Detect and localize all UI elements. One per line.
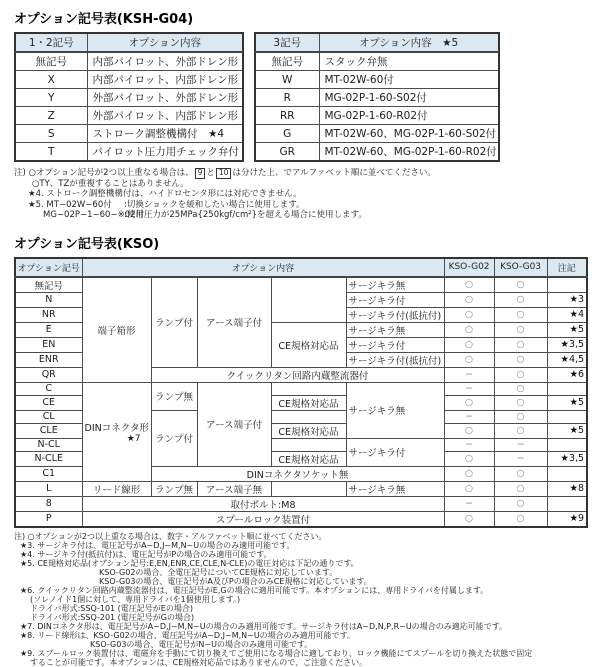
cell-note: ★4,5 xyxy=(547,352,587,367)
section-title-kso: オプション記号表(KSO) xyxy=(14,236,160,252)
cell-note: ★8 xyxy=(547,481,587,496)
cell-note: ★3 xyxy=(547,292,587,307)
cell-g02-mark: ○ xyxy=(444,451,494,466)
table-row xyxy=(15,143,243,162)
table-header-row xyxy=(15,258,587,277)
table-row xyxy=(15,496,587,511)
cell-g03-mark: ○ xyxy=(494,511,547,527)
cell-surge: サージキラ無 xyxy=(346,277,444,293)
cell-symbol: N-CL xyxy=(15,438,82,451)
col-header-g02: KSO-G02 xyxy=(444,258,494,277)
note-line: ドライバ形式:SSQ-101 (電圧記号がEの場合) xyxy=(30,603,193,613)
cell-symbol: CL xyxy=(15,410,82,423)
cell-symbol: W xyxy=(255,71,319,89)
ksh-option-table-3 xyxy=(254,32,500,162)
cell-symbol: E xyxy=(15,322,82,337)
cell-lamp: ランプ付 xyxy=(151,277,197,368)
cell-content: 外部パイロット、外部ドレン形 xyxy=(87,89,243,107)
cell-symbol: NR xyxy=(15,307,82,322)
kso-option-table xyxy=(14,257,588,528)
section-title-ksh: オプション記号表(KSH-G04) xyxy=(14,12,194,27)
cell-g03-mark: ○ xyxy=(494,277,547,293)
cell-surge: サージキラ無 xyxy=(346,382,444,438)
cell-note: ★4 xyxy=(547,307,587,322)
col-header-content: オプション内容 ★5 xyxy=(319,33,499,52)
col-header-note: 注記 xyxy=(547,258,587,277)
col-header-symbol: 1・2記号 xyxy=(15,33,87,52)
note-line: 注) ○オプションが2つ以上重なる場合は、数字・アルファベット順に並べてください。 xyxy=(14,531,327,541)
note-line: ○TY、TZが重複することはありません。 xyxy=(32,178,189,189)
table-row xyxy=(15,277,587,293)
cell-g03-mark: ○ xyxy=(494,322,547,337)
cell-lamp: ランプ付 xyxy=(151,410,197,466)
note-line: KSO-G03の場合、電圧記号がA及びPの場合のみCE規格に対応しています。 xyxy=(99,576,372,586)
cell-symbol: 8 xyxy=(15,496,82,511)
cell-content-span: 取付ボルト:M8 xyxy=(82,496,444,511)
table-row xyxy=(255,52,499,71)
cell-content: スタック弁無 xyxy=(319,52,499,71)
cell-ce xyxy=(271,382,346,395)
cell-body-type: リード線形 xyxy=(82,481,151,496)
cell-g03-mark: ○ xyxy=(494,307,547,322)
cell-surge: サージキラ無 xyxy=(346,322,444,337)
cell-content-span: スプールロック装置付 xyxy=(82,511,444,527)
cell-symbol: R xyxy=(255,89,319,107)
cell-symbol: GR xyxy=(255,143,319,162)
boxed-digit: 10 xyxy=(216,168,232,179)
cell-ce: CE規格対応品 xyxy=(271,322,346,367)
cell-g02-mark: − xyxy=(444,496,494,511)
cell-content: パイロット圧力用チェック弁付 xyxy=(87,143,243,162)
note-line: ドライバ形式:SSQ-201 (電圧記号がGの場合) xyxy=(30,612,195,622)
cell-note xyxy=(547,438,587,451)
note-line: KSO-G02の場合、全電圧記号についてCE規格に対応しています。 xyxy=(99,567,338,577)
table-row xyxy=(255,107,499,125)
cell-symbol: 無記号 xyxy=(15,52,87,71)
cell-earth: アース端子付 xyxy=(197,382,271,466)
kso-notes xyxy=(14,532,586,667)
cell-lamp: ランプ無 xyxy=(151,481,197,496)
cell-g03-mark: − xyxy=(494,451,547,466)
cell-symbol: 無記号 xyxy=(255,52,319,71)
cell-note: ★5 xyxy=(547,322,587,337)
note-line: ★7. DINコネクタ形は、電圧記号がA~D,J~M,N~Uの場合のみ適用可能です。サージキラ付はA~D,N,P,R~Uの場合のみ適応可能です。 xyxy=(20,621,508,631)
cell-lamp: ランプ無 xyxy=(151,382,197,410)
cell-g02-mark: ○ xyxy=(444,292,494,307)
cell-content: MG-02P-1-60-S02付 xyxy=(319,89,499,107)
cell-g02-mark: ○ xyxy=(444,337,494,352)
cell-note: ★3,5 xyxy=(547,337,587,352)
note-line: KSO-G03の場合、電圧記号がN~Uの場合のみ適用可能です。 xyxy=(90,639,313,649)
cell-content: MT-02W-60、MG-02P-1-60-S02付 xyxy=(319,125,499,143)
cell-g02-mark: − xyxy=(444,410,494,423)
table-header-row xyxy=(15,33,243,52)
note-line: ★6. クイックリタン回路内蔵整流器付は、電圧記号がE,Gの場合に適用可能です。本オプションには、専用ドライバを付属します。 xyxy=(20,585,489,595)
cell-content: 外部パイロット、内部ドレン形 xyxy=(87,107,243,125)
table-row xyxy=(255,71,499,89)
cell-symbol: CE xyxy=(15,395,82,410)
ksh-tables-row xyxy=(14,32,586,162)
note-line: することが可能です。本オプションは、CE規格対応品ではありませんので、ご注意ください。 xyxy=(30,657,368,667)
cell-earth: アース端子付 xyxy=(197,277,271,368)
cell-g03-mark: ○ xyxy=(494,337,547,352)
boxed-digit: 9 xyxy=(195,168,206,179)
cell-g02-mark: ○ xyxy=(444,307,494,322)
cell-symbol: Y xyxy=(15,89,87,107)
cell-surge: サージキラ付(抵抗付) xyxy=(346,307,444,322)
table-row xyxy=(255,125,499,143)
cell-ce: CE規格対応品 xyxy=(271,395,346,410)
cell-content: 内部パイロット、外部ドレン形 xyxy=(87,52,243,71)
cell-symbol: G xyxy=(255,125,319,143)
table-row xyxy=(255,143,499,162)
cell-g03-mark: ○ xyxy=(494,382,547,395)
cell-symbol: X xyxy=(15,71,87,89)
cell-ce xyxy=(271,410,346,423)
cell-symbol: C1 xyxy=(15,466,82,481)
table-row xyxy=(15,511,587,527)
cell-note: ★9 xyxy=(547,511,587,527)
cell-ce xyxy=(271,481,346,496)
cell-g03-mark: ○ xyxy=(494,496,547,511)
cell-symbol: CLE xyxy=(15,423,82,438)
note-line: (ソレノイド1個に対して、専用ドライバを1個使用します。) xyxy=(30,594,241,604)
cell-g03-mark: ○ xyxy=(494,367,547,382)
table-row xyxy=(15,382,587,395)
note-label: 注) xyxy=(14,168,26,178)
cell-g03-mark: ○ xyxy=(494,481,547,496)
cell-ce: CE規格対応品 xyxy=(271,451,346,466)
cell-g02-mark: ○ xyxy=(444,277,494,293)
table-header-row xyxy=(255,33,499,52)
cell-body-type: DINコネクタ形 ★7 xyxy=(82,382,151,481)
col-header-symbol: オプション記号 xyxy=(15,258,82,277)
note-line: MG−02P−1−60−※02付:使用圧力が25MPa{250kgf/cm²}を超える場合に使用します。 xyxy=(43,210,367,220)
note-line: ★5. CE規格対応品(オプション記号:E,EN,ENR,CE,CLE,N-CLE)の電圧対応は下記の通りです。 xyxy=(20,558,359,568)
ksh-option-table-12 xyxy=(14,32,244,162)
note-line: ★9. スプールロック装置付は、電磁弁を手動にて切り換えてご使用になる場合に適しており、ロック機能にてスプールを切り換えた状態で固定 xyxy=(20,648,533,658)
col-header-content: オプション内容 xyxy=(82,258,444,277)
cell-symbol: T xyxy=(15,143,87,162)
cell-note xyxy=(547,496,587,511)
cell-note xyxy=(547,277,587,293)
cell-ce xyxy=(271,438,346,451)
cell-g02-mark: − xyxy=(444,367,494,382)
cell-earth: アース端子無 xyxy=(197,481,271,496)
cell-surge: サージキラ付 xyxy=(346,438,444,466)
cell-content-span: クイックリタン回路内蔵整流器付 xyxy=(151,367,444,382)
cell-g03-mark: ○ xyxy=(494,292,547,307)
cell-g02-mark: ○ xyxy=(444,481,494,496)
cell-symbol: Z xyxy=(15,107,87,125)
cell-content: MT-02W-60、MG-02P-1-60-R02付 xyxy=(319,143,499,162)
col-header-content: オプション内容 xyxy=(87,33,243,52)
cell-content: MT-02W-60付 xyxy=(319,71,499,89)
cell-symbol: C xyxy=(15,382,82,395)
cell-symbol: L xyxy=(15,481,82,496)
cell-g03-mark: ○ xyxy=(494,352,547,367)
table-row xyxy=(15,89,243,107)
cell-content-span: DINコネクタソケット無 xyxy=(151,466,444,481)
cell-symbol: QR xyxy=(15,367,82,382)
table-row xyxy=(15,52,243,71)
note-line: ★5. MT−02W−60付 :切換ショックを緩和したい場合に使用します。 xyxy=(28,199,305,210)
cell-symbol: RR xyxy=(255,107,319,125)
note-line: ★4. ストローク調整機構付は、ハイドロセンタ形には対応できません。 xyxy=(28,189,302,199)
group-note-star: ★7 xyxy=(126,433,141,444)
cell-g02-mark: − xyxy=(444,382,494,395)
cell-surge: サージキラ無 xyxy=(346,481,444,496)
cell-symbol: P xyxy=(15,511,82,527)
cell-symbol: ENR xyxy=(15,352,82,367)
table-row xyxy=(15,71,243,89)
cell-g03-mark: ○ xyxy=(494,423,547,438)
cell-note: ★5 xyxy=(547,395,587,410)
table-row xyxy=(15,107,243,125)
note-line: 注) ○オプション記号が2つ以上重なる場合は、 9 と 10 は分けた上、でアルファベット順に並べてください。 xyxy=(14,168,436,178)
col-header-g03: KSO-G03 xyxy=(494,258,547,277)
cell-note: ★5 xyxy=(547,423,587,438)
cell-symbol: 無記号 xyxy=(15,277,82,293)
table-row xyxy=(255,89,499,107)
cell-symbol: N xyxy=(15,292,82,307)
ksh-notes xyxy=(14,168,586,221)
cell-surge: サージキラ付(抵抗付) xyxy=(346,352,444,367)
cell-content: 内部パイロット、内部ドレン形 xyxy=(87,71,243,89)
cell-note: ★3,5 xyxy=(547,451,587,466)
cell-note xyxy=(547,382,587,395)
note-line: ★4. サージキラ付(抵抗付)は、電圧記号がPの場合のみ適用可能です。 xyxy=(20,549,272,559)
cell-g02-mark: − xyxy=(444,438,494,451)
cell-surge: サージキラ付 xyxy=(346,292,444,307)
cell-symbol: EN xyxy=(15,337,82,352)
cell-symbol: N-CLE xyxy=(15,451,82,466)
cell-g02-mark: ○ xyxy=(444,466,494,481)
cell-symbol: S xyxy=(15,125,87,143)
cell-content: ストローク調整機構付 ★4 xyxy=(87,125,243,143)
cell-g03-mark: − xyxy=(494,438,547,451)
cell-surge: サージキラ付 xyxy=(346,337,444,352)
cell-note xyxy=(547,466,587,481)
cell-note xyxy=(547,410,587,423)
cell-g02-mark: ○ xyxy=(444,511,494,527)
note-line: ★8. リード線形は、KSO-G02の場合、電圧記号がA~D,J~M,N~Uの場合のみ適用可能です。 xyxy=(20,630,356,640)
cell-body-type: 端子箱形 xyxy=(82,277,151,383)
table-row xyxy=(15,481,587,496)
col-header-symbol: 3記号 xyxy=(255,33,319,52)
cell-g03-mark: ○ xyxy=(494,395,547,410)
cell-g02-mark: ○ xyxy=(444,395,494,410)
cell-g02-mark: ○ xyxy=(444,352,494,367)
note-line: ★3. サージキラ付は、電圧記号がA~D,J~M,N~Uの場合のみ適用可能です。 xyxy=(20,540,295,550)
cell-g03-mark: ○ xyxy=(494,410,547,423)
cell-note: ★6 xyxy=(547,367,587,382)
table-row xyxy=(15,125,243,143)
cell-g02-mark: ○ xyxy=(444,322,494,337)
cell-g02-mark: ○ xyxy=(444,423,494,438)
cell-content: MG-02P-1-60-R02付 xyxy=(319,107,499,125)
cell-g03-mark: ○ xyxy=(494,466,547,481)
cell-ce: CE規格対応品 xyxy=(271,423,346,438)
cell-ce xyxy=(271,277,346,323)
